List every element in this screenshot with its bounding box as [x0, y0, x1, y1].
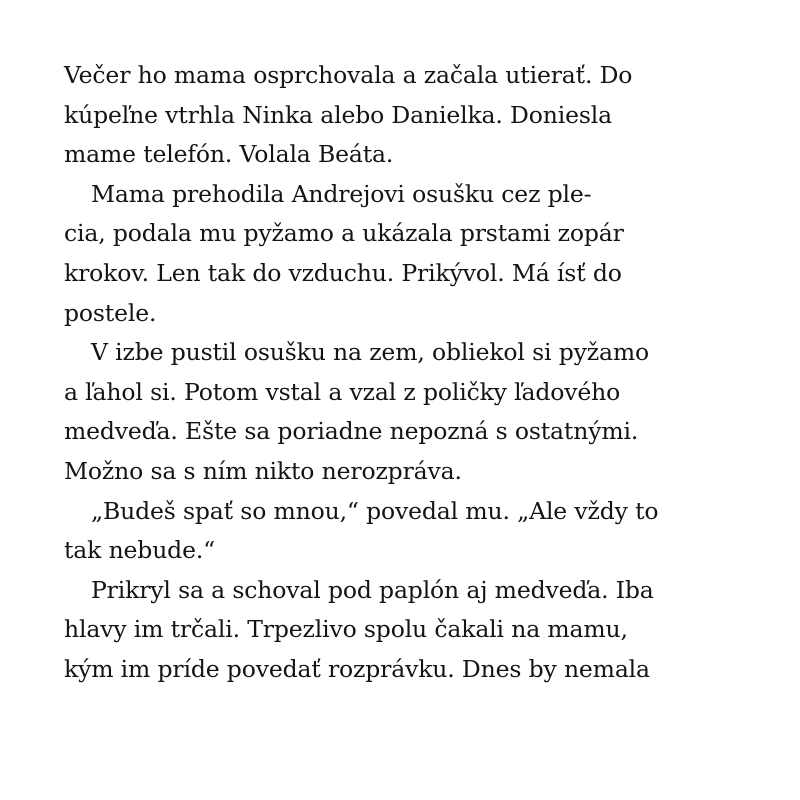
text-line: tak nebude.“	[64, 536, 216, 565]
text-line: Možno sa s ním nikto nerozpráva.	[64, 456, 462, 485]
text-line: cia, podala mu pyžamo a ukázala prstami zopár	[64, 219, 624, 248]
text-line-paragraph-start: „Budeš spať so mnou,“ povedal mu. „Ale vždy to	[91, 496, 659, 525]
text-line: hlavy im trčali. Trpezlivo spolu čakali na mamu,	[64, 615, 628, 644]
text-line: kúpeľne vtrhla Ninka alebo Danielka. Doniesla	[64, 100, 612, 129]
text-line: mame telefón. Volala Beáta.	[64, 140, 394, 169]
text-line: kým im príde povedať rozprávku. Dnes by nemala	[64, 654, 650, 683]
text-line: krokov. Len tak do vzduchu. Prikývol. Má ísť do	[64, 258, 622, 287]
text-line: medveďa. Ešte sa poriadne nepozná s ostatnými.	[64, 417, 639, 446]
text-line-paragraph-start: Mama prehodila Andrejovi osušku cez ple-	[91, 179, 592, 208]
text-line: postele.	[64, 298, 157, 327]
text-line: Večer ho mama osprchovala a začala utierať. Do	[64, 61, 633, 89]
text-line-paragraph-start: Prikryl sa a schoval pod paplón aj medveďa. Iba	[91, 575, 654, 604]
text-line-paragraph-start: V izbe pustil osušku na zem, obliekol si pyžamo	[91, 338, 649, 367]
text-line: a ľahol si. Potom vstal a vzal z poličky ľadového	[64, 377, 621, 406]
body-text	[64, 56, 744, 690]
